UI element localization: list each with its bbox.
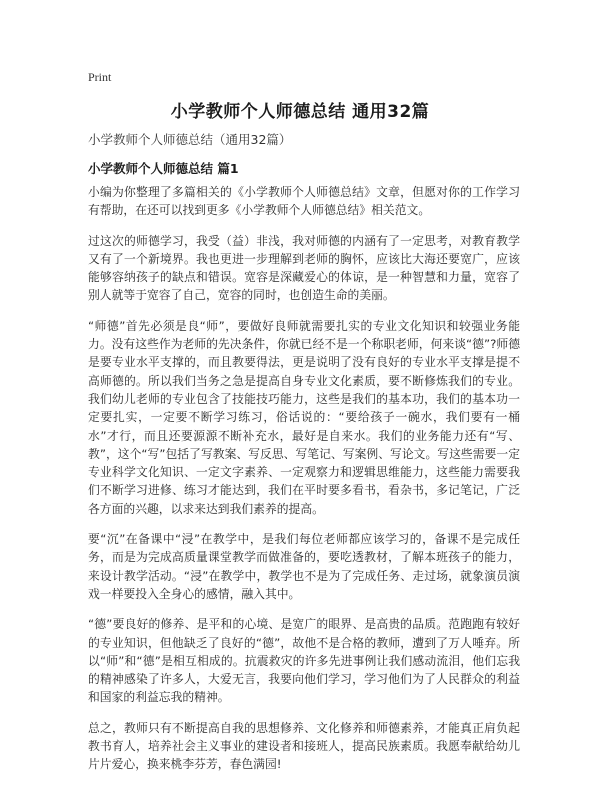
print-label: Print xyxy=(88,70,112,84)
paragraph-intro: 小编为你整理了多篇相关的《小学教师个人师德总结》文章，但愿对你的工作学习有帮助，在还可以找到更多《小学教师个人师德总结》相关范文。 xyxy=(88,185,520,218)
document-title: 小学教师个人师德总结 通用32篇 xyxy=(170,102,430,122)
paragraph-study: 过这次的师德学习，我受（益）非浅，我对师德的内涵有了一定思考，对教育教学又有了一个新境界。我也更进一步理解到老师的胸怀，应该比大海还要宽广，应该能够容纳孩子的缺点和错误。宽容是深藏爱心的体谅，是一种智慧和力量，宽容了别人就等于宽容了自己，宽容的同时，也创造生命的美丽。 xyxy=(88,233,520,303)
paragraph-virtue: “德”要良好的修养、是平和的心境、是宽广的眼界、是高贵的品质。范跑跑有较好的专业知识，但他缺乏了良好的“德”，故他不是合格的教师，遭到了万人唾弃。所以“师”和“德”是相互相成的。抗震救灾的许多先进事例让我们感动流泪，他们忘我的精神感染了许多人，大爱无言，我要向他们学习，学习他们为了人民群众的利益和国家的利益忘我的精神。 xyxy=(88,617,520,705)
paragraph-lesson-preparation: 要“沉”在备课中“浸”在教学中，是我们每位老师都应该学习的，备课不是完成任务，而是为完成高质量课堂教学而做准备的，要吃透教材，了解本班孩子的能力，来设计教学活动。“浸”在教学中，教学也不是为了完成任务、走过场，就象演员演戏一样要投入全身心的感情，融入其中。 xyxy=(88,532,520,601)
section-heading: 小学教师个人师德总结 篇1 xyxy=(88,161,239,176)
article-body xyxy=(88,183,520,786)
paragraph-professional-skill: “师德”首先必须是良“师”，要做好良师就需要扎实的专业文化知识和较强业务能力。没有这些作为老师的先决条件，你就已经不是一个称职老师，何来谈“德”?师德是要专业水平支撑的，而且教要得法，更是说明了没有良好的专业水平支撑是提不高师德的。所以我们当务之急是提高自身专业文化素质，要不断修炼我们的专业。我们幼儿老师的专业包含了技能技巧能力，这些是我们的基本功，我们的基本功一定要扎实，一定要不断学习练习，俗话说的：“要给孩子一碗水，我们要有一桶水”才行，而且还要源源不断补充水，最好是自来水。我们的业务能力还有“写、教”，这个“写”包括了写教案、写反思、写笔记、写案例、写论文。写这些需要一定专业科学文化知识、一定文字素养、一定观察力和逻辑思维能力，这些能力需要我们不断学习进修、练习才能达到，我们在平时要多看书，看杂书，多记笔记，广泛各方面的兴趣，以求来达到我们素养的提高。 xyxy=(88,318,520,516)
paragraph-conclusion: 总之，教师只有不断提高自我的思想修养、文化修养和师德素养，才能真正肩负起教书育人，培养社会主义事业的建设者和接班人，提高民族素质。我愿奉献给幼儿片片爱心，换来桃李芬芳，春色满园! xyxy=(88,720,520,772)
document-subtitle: 小学教师个人师德总结（通用32篇） xyxy=(88,132,292,147)
